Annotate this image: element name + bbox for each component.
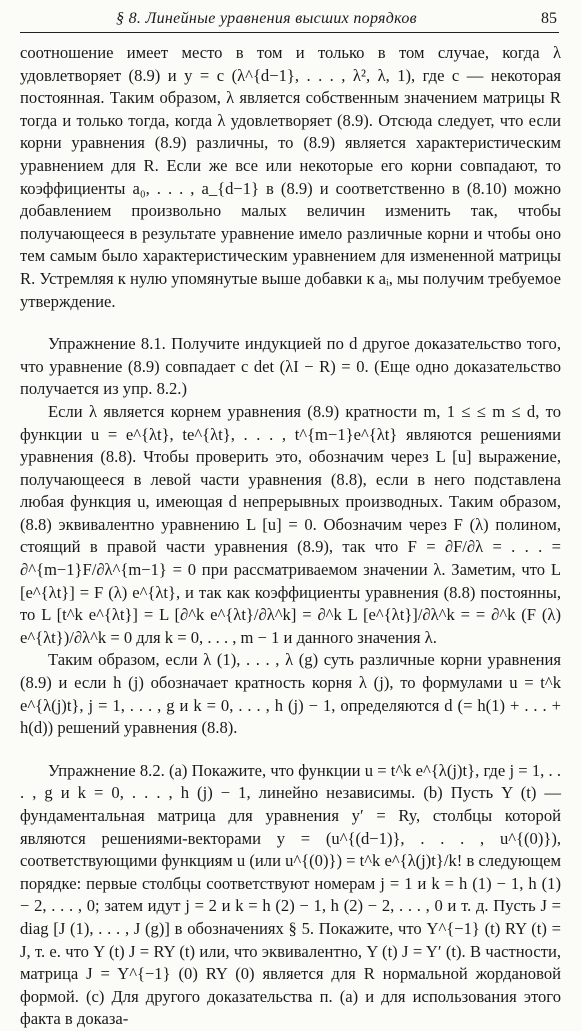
page-number: 85 [541, 10, 557, 27]
page-body [20, 42, 561, 1031]
paragraph-exercise-8-2: Упражнение 8.2. (a) Покажите, что функции u = t^k e^{λ(j)t}, где j = 1, . . . , g и k = 0, . . . , h (j) − 1, линейно независимы. (b) Пусть Y (t) — фундаментальная матрица для уравнения y′ = Ry, столбцы которой являются решениями-векторами y = (u^{(d−1)}, . . . , u^{(0)}), соответствующими функциям u (или u^{(0)}) = t^k e^{λ(j)t}/k! в следующем порядке: первые столбцы соответствуют номерам j = 1 и k = h (1) − 1, h (1) − 2, . . . , 0; затем идут j = 2 и k = h (2) − 1, h (2) − 2, . . . , 0 и т. д. Пусть J = diag [J (1), . . . , J (g)] в обозначениях § 5. Покажите, что Y^{−1} (t) RY (t) = J, т. е. что Y (t) J = RY (t) или, что эквивалентно, Y (t) J = Y′ (t). В частности, матрица J = Y^{−1} (0) RY (0) является для R нормальной жордановой формой. (c) Для другого доказательства п. (a) и для использования этого факта в доказа- [20, 760, 562, 1029]
paragraph-solutions-summary: Таким образом, если λ (1), . . . , λ (g) суть различные корни уравнения (8.9) и если h (j) обозначает кратность корня λ (j), то формулами u = t^k e^{λ(j)t}, j = 1, . . . , g и k = 0, . . . , h (j) − 1, определяются d (= h(1) + . . . + h(d)) решений уравнения (8.8). [20, 650, 561, 738]
paragraph-continuation: соотношение имеет место в том и только в том случае, когда λ удовлетворяет (8.9) и y = c (λ^{d−1}, . . . , λ², λ, 1), где c — некоторая постоянная. Таким образом, λ является собственным значением матрицы R тогда и только тогда, когда λ удовлетворяет (8.9). Отсюда следует, что если корни уравнения (8.9) различны, то (8.9) является характеристическим уравнением для R. Если же все или некоторые его корни совпадают, то коэффициенты a₀, . . . , a_{d−1} в (8.9) и соответственно в (8.10) можно добавлением произвольно малых величин изменить так, чтобы получающееся в результате уравнение имело различные корни и чтобы оно тем самым было характеристическим уравнением для измененной матрицы R. Устремляя к нулю упомянутые выше добавки к aᵢ, мы получим требуемое утверждение. [20, 43, 561, 311]
paragraph-multiple-roots: Если λ является корнем уравнения (8.9) кратности m, 1 ≤ ≤ m ≤ d, то функции u = e^{λt}, te^{λt}, . . . , t^{m−1}e^{λt} являются решениями уравнения (8.8). Чтобы проверить это, обозначим через L [u] выражение, получающееся в левой части уравнения (8.8), если в него подставлена любая функция u, имеющая d непрерывных производных. Таким образом, (8.8) эквивалентно уравнению L [u] = 0. Обозначим через F (λ) полином, стоящий в правой части уравнения (8.9), так что F = ∂F/∂λ = . . . = ∂^{m−1}F/∂λ^{m−1} = 0 при рассматриваемом значении λ. Заметим, что L [e^{λt}] = F (λ) e^{λt}, и так как коэффициенты уравнения (8.8) постоянны, то L [t^k e^{λt}] = L [∂^k e^{λt}/∂λ^k] = ∂^k L [e^{λt}]/∂λ^k = = ∂^k (F (λ) e^{λt})/∂λ^k = 0 для k = 0, . . . , m − 1 и данного значения λ. [20, 401, 561, 647]
running-header [20, 6, 559, 33]
paragraph-exercise-8-1: Упражнение 8.1. Получите индукцией по d другое доказательство того, что уравнение (8.9) совпадает с det (λI − R) = 0. (Еще одно доказательство получается из упр. 8.2.) [20, 334, 561, 399]
section-title: § 8. Линейные уравнения высших порядков [116, 10, 417, 27]
